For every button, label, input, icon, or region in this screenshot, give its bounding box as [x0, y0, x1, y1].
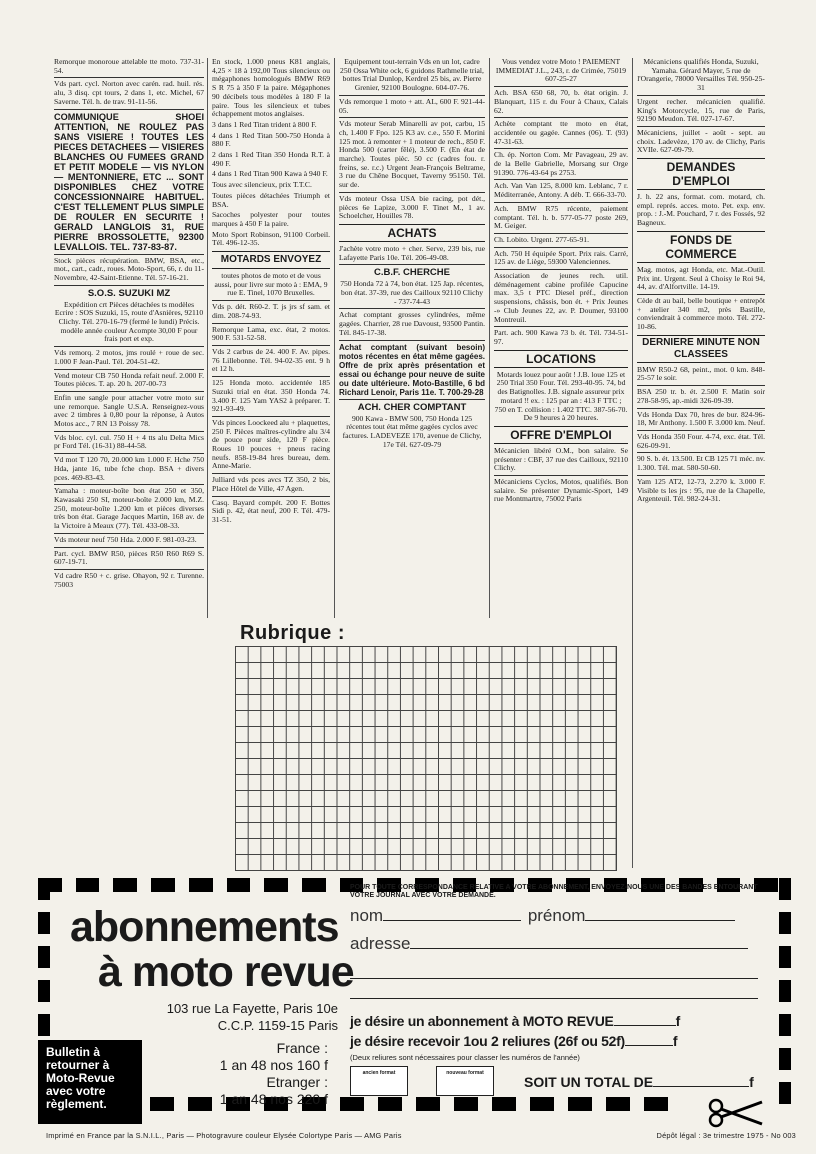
ad: Remorque Lama, exc. état, 2 motos. 900 F. 531-52-58.: [212, 324, 330, 343]
adresse-line-2[interactable]: [350, 962, 758, 979]
ad: Part. cycl. BMW R50, pièces R50 R60 R69 S. 607-19-71.: [54, 548, 204, 567]
ad: Vds Honda Dax 70, hres de bur. 824-96-18, Mr Anthony. 1.500 F. 3.000 km. Neuf.: [637, 409, 765, 428]
ad: Mécanicien libéré O.M., bon salaire. Se présenter : CBF, 37 rue des Cailloux, 92110 Clichy.: [494, 445, 628, 473]
total-field[interactable]: SOIT UN TOTAL DE f: [524, 1074, 754, 1090]
ad: Motards louez pour août ! J.B. loue 125 et 250 Trial 350 Four. Tél. 293-40-95. 74, bd des Batignolles. J.B. signale assureur prix motard !! ex. : 125 par an : 413 F TTC ; 750 en T. collision : 1.402 TTC. 387-56-70. De 9 heures à 20 heures.: [494, 369, 628, 423]
ad: Mécaniciens, juillet - août - sept. au choix. Ladevèze, 170 av. de Clichy, Paris XVIIe. 627-09-79.: [637, 127, 765, 155]
ad: 4 dans 1 Red Titan 500-750 Honda à 880 F.: [212, 130, 330, 149]
ad: 4 dans 1 Red Titan 900 Kawa à 940 F.: [212, 169, 328, 179]
subscription-prices: France : 1 an 48 nos 160 f Etranger : 1 an 48 nos 220 f: [219, 1040, 328, 1107]
ad: Ch. Lobito. Urgent. 277-65-91.: [494, 234, 589, 244]
ad: Ach. BSA 650 68, 70, b. état origin. J. Blanquart, 115 r. du Four à Chaux, Calais 62.: [494, 88, 628, 115]
ad: Moto Sport Robinson, 91100 Corbeil. Tél. 496-12-35.: [212, 229, 330, 248]
subscription-request[interactable]: je désire un abonnement à MOTO REVUE f: [350, 1013, 680, 1029]
ad: Enfin une sangle pour attacher votre moto sur une remorque. Sangle U.S.A. Renseignez-vous avec 2 timbres à 0,80 pour la réponse, à Autos Motos acc., 7 RN 13 Poissy 78.: [54, 392, 204, 429]
ad: Toutes pièces détachées Triumph et BSA.: [212, 190, 330, 209]
ad: Yam 125 AT2, 12-73, 2.270 k. 3.000 F. Visible ts les jrs : 95, rue de la Chapelle, Argenteuil. Tél. 982-24-31.: [637, 476, 765, 504]
ad: Achat comptant (suivant besoin) motos récentes en état même gagées. Offre de prix après présentation et essai ou échange pour neuve de suite ou date ultérieure. Moto-Bastille, 6 bd Richard Lenoir, Paris 11e. T. 700-29-28: [339, 342, 485, 397]
correspondence-notice: POUR TOUTE CORRESPONDANCE RELATIVE A VOTRE ABONNEMENT, ENVOYEZ-NOUS UNE DES BANDES ENTOURANT VOTRE JOURNAL AVEC VOTRE DEMANDE.: [350, 884, 758, 899]
ad: Sacoches polyester pour toutes marques à 450 F la paire.: [212, 210, 330, 228]
ad: Achat comptant grosses cylindrées, même gagées. Charrier, 28 rue Davoust, 93500 Pantin. Tél. 845-17-38.: [339, 310, 485, 337]
ad: 2 dans 1 Red Titan 350 Honda R.T. à 490 F.: [212, 150, 330, 168]
ad: Ach. 750 H équipée Sport. Prix rais. Carré, 125 av. de Liège, 59300 Valenciennes.: [494, 248, 628, 267]
classifieds-column-1: [54, 58, 204, 878]
ad: En stock, 1.000 pneus K81 anglais, 4,25 × 18 à 192,00 Tous silencieux ou mégaphones homologués BMW R69 S R 75 à 350 F la paire. Mégaphones 90 décibels tous modèles à 180 F la paire. Tous les silencieux et tubes échappement motos anglaises.: [212, 58, 330, 119]
ad: Vd mot T 120 70, 20.000 km 1.000 F. Hche 750 Hda, jante 16, tube fche chop. BSA + divers pces. 469-83-43.: [54, 455, 204, 482]
ad: Vds part. cycl. Norton avec carén. rad. huil. rés. alu, 3 disq. cpt tours, 2 dans 1, etc. Michel, 67 Saverne. Tél. h. de trav. 91-11-56.: [54, 79, 204, 106]
shoei-ad: COMMUNIQUE SHOEI ATTENTION, NE ROULEZ PAS SANS VISIERE ! TOUTES LES PIECES DETACHEES — VISIERES BLANCHES OU FUMEES GRAND ET PETIT MODELE — VIS NYLON — MENTONNIERE, ETC ... SONT DISPONIBLES CHEZ VOTRE CONCESSIONNAIRE HABITUEL. C'EST TELLEMENT PLUS SIMPLE DE ROULER EN SECURITE ! GERALD LANGLOIS 31, RUE PIERRE BROSSOLETTE, 92300 LEVALLOIS. TEL. 737-83-87.: [54, 111, 204, 252]
section-heading: MOTARDS ENVOYEZ: [212, 251, 330, 269]
classifieds-column-3: [339, 58, 485, 624]
ad-heading: C.B.F. CHERCHE: [373, 267, 450, 279]
moto-revue-logo: à moto revue: [98, 948, 354, 996]
binder-note: (Deux reliures sont nécessaires pour classer les numéros de l'année): [350, 1053, 580, 1062]
ad: Tous avec silencieux, prix T.T.C.: [212, 180, 312, 190]
ad: Equipement tout-terrain Vds en un lot, cadre 250 Ossa White ock, 6 guidons Rathmelle trial, bottes Trial Dunlop, Kerdrel 25 bis, av. Pierre Grenier, 92100 Boulogne. 604-07-76.: [340, 58, 484, 93]
subscription-address: 103 rue La Fayette, Paris 10e C.C.P. 1159-15 Paris: [166, 1001, 338, 1033]
ad: Vend moteur CB 750 Honda refait neuf. 2.000 F. Toutes pièces. T. ap. 20 h. 207-00-73: [54, 370, 204, 389]
cut-border-right: [779, 878, 791, 1116]
column-rule: [489, 58, 490, 618]
ad: BMW R50-2 68, peint., mot. 0 km. 848-25-57 le soir.: [637, 364, 765, 383]
ad: Expédition crt Pièces détachées ts modèles Ecrire : SOS Suzuki, 15, route d'Asnières, 92110 Clichy. Tél. 270-16-79 (fermé le lundi) Précis. modèle année couleur Acompte 30,00 F pour frais port et exp.: [54, 299, 204, 344]
column-rule: [207, 58, 208, 618]
ad: toutes photos de moto et de vous aussi, pour livre sur moto à : EMA, 9 rue E. Tinel, 1070 Bruxelles.: [214, 271, 328, 298]
ad: 90 S. b. ét. 13.500. Et CB 125 71 méc. nv. 1.300. Tél. mat. 580-50-60.: [637, 454, 765, 473]
ad: Ach. BMW R75 récente, paiement comptant. Tél. h. b. 577-05-77 poste 269, M. Geiger.: [494, 203, 628, 231]
rubrique-title: Rubrique :: [240, 622, 345, 644]
adresse-field[interactable]: adresse: [350, 934, 748, 954]
nouveau-format-checkbox[interactable]: nouveau format: [436, 1066, 494, 1096]
ad: Vds 2 carbus de 24. 400 F. Av. pipes. 76 Lillebonne. Tél. 94-02-35 ent. 9 h et 12 h.: [212, 346, 330, 374]
ad: 900 Kawa - BMW 500, 750 Honda 125 récentes tout état même gagées cyclos avec factures. LADEVEZE 170, avenue de Clichy, 17e Tél. 627-09-79: [342, 413, 482, 449]
ad-heading: S.O.S. SUZUKI MZ: [87, 287, 171, 299]
nom-field[interactable]: nom prénom: [350, 906, 735, 926]
ad: Cède dt au bail, belle boutique + entrepôt + atelier 340 m2, près Bastille, conviendrait à commerce moto. Tél. 272-10-86.: [637, 295, 765, 332]
bulletin-box: Bulletin à retourner à Moto-Revue avec votre règlement.: [38, 1040, 142, 1124]
classifieds-column-2: [212, 58, 330, 624]
binder-request[interactable]: je désire recevoir 1ou 2 reliures (26f ou 52f) f: [350, 1033, 678, 1049]
print-footer: Imprimé en France par la S.N.I.L., Paris — Photogravure couleur Elysée Colortype Paris — AMG Paris Dépôt légal : 3e trimestre 1975 - No 003: [46, 1131, 796, 1140]
ad: BSA 250 tr. b. ét. 2.500 F. Matin soir 278-58-95, ap.-midi 326-09-39.: [637, 387, 765, 405]
ad: Mécaniciens qualifiés Honda, Suzuki, Yamaha. Gérard Mayer, 5 rue de l'Orangerie, 78000 Versailles Tél. 950-25-31: [637, 58, 765, 93]
ad: Vds remorq. 2 motos, jms roulé + roue de sec. 1.000 F Jean-Paul. Tél. 204-51-42.: [54, 348, 204, 366]
section-heading: FONDS DE COMMERCE: [637, 231, 765, 263]
section-heading: DEMANDES D'EMPLOI: [637, 158, 765, 190]
ad: Urgent recher. mécanicien qualifié. King's Motorcycle, 15, rue de Paris, 92190 Meudon. Tél. 027-17-67.: [637, 96, 765, 124]
section-heading: DERNIERE MINUTE NON CLASSEES: [637, 335, 765, 363]
rubrique-entry-grid[interactable]: [235, 646, 617, 871]
ad: Vds moteur Ossa USA bie racing, pot dét., pièces 6e Lapize, 3.000 F. Tinet M., 1 av. Schoelcher, Houilles 78.: [339, 193, 485, 221]
ad: Vds remorque 1 moto + att. AL, 600 F. 921-44-05.: [339, 96, 485, 115]
ad: Vds p. dét. R60-2. T. js jrs sf sam. et dim. 208-74-93.: [212, 302, 330, 320]
ad: 3 dans 1 Red Titan trident à 800 F.: [212, 119, 317, 129]
ad: Casq. Bayard compét. 200 F. Bottes Sidi p. 42, état neuf, 200 F. Tél. 479-31-51.: [212, 497, 330, 524]
ancien-format-checkbox[interactable]: ancien format: [350, 1066, 408, 1096]
section-heading: ACHATS: [339, 224, 485, 242]
ad: Vds moteur Serab Minarelli av pot, carbu, 15 ch, 1.400 F Fpo. 125 K3 av. c.e., 550 F. Morini 125 mot. à remonter + 1 moteur de rech., 850 F. Honda 500 (carter fêlé), 3.500 F. (En état de marche). Toutes pièc. 50 cc (cadres fou. r. freins, se. r.c.) Urgent Jean-François Beltrame, 3 rue du Chêne Bocquet, Taverny 95150. Tél. sur de.: [339, 119, 485, 190]
ad: Yamaha : moteur-boîte bon état 250 et 350, Kawasaki 250 SI, moteur-boîte 2.000 km, M.Z. 250, moteur-boîte 1.200 km et pièces diverses très bon état. Garage Jacques Martin, 168 av. de la Victoire à Meaux (77). Tél. 433-08-33.: [54, 486, 204, 531]
classifieds-column-4: [494, 58, 628, 624]
ad: 125 Honda moto. accidentée 185 Suzuki trial en état. 350 Honda 74. 3.400 F. 125 Yam YAS2 à préparer. T. 921-93-49.: [212, 378, 330, 414]
column-rule: [334, 58, 335, 618]
ad-heading: ACH. CHER COMPTANT: [357, 401, 467, 413]
scissors-icon: [706, 1098, 766, 1128]
ad: Julliard vds pces avcs TZ 350, 2 bis, Place Hôtel de Ville, 47 Agen.: [212, 475, 330, 493]
section-heading: LOCATIONS: [494, 350, 628, 368]
ad: Vds Honda 350 Four. 4-74, exc. état. Tél. 626-09-91.: [637, 431, 765, 450]
ad: Achète comptant tte moto en état, accidentée ou gagée. Cannes (06). T. (93) 47-31-63.: [494, 119, 628, 146]
ad: Stock pièces récupération. BMW, BSA, etc., mot., cart., cadr., roues. Moto-Sport, 66, r. du 11-Novembre, 42-Saint-Etienne. Tél. 57-16-21.: [54, 255, 204, 282]
ad: Ach. Van Van 125, 8.000 km. Leblanc, 7 r. Méditerranée, Antony. A déb. T. 666-33-70.: [494, 181, 628, 200]
ad: Ch. ép. Norton Com. Mr Pavageau, 29 av. de la Belle Gabrielle, Morsang sur Orge 91390. 776-43-64 ps 2753.: [494, 150, 628, 177]
ad: Remorque monoroue attelable tte moto. 737-31-54.: [54, 58, 204, 75]
ad: Vd cadre R50 + c. grise. Ohayon, 92 r. Turenne. 75003: [54, 570, 204, 589]
classifieds-column-5: [637, 58, 765, 873]
section-heading: OFFRE D'EMPLOI: [494, 426, 628, 444]
ad: J'achète votre moto + cher. Serve, 239 bis, rue Lafayette Paris 10e. Tél. 206-49-08.: [339, 243, 485, 262]
ad: Vous vendez votre Moto ! PAIEMENT IMMEDIAT J.L., 243, r. de Crimée, 75019 607-25-27: [495, 58, 627, 84]
ad: Vds bloc. cyl. cul. 750 H + 4 tts alu Delta Mics pr Ford Tél. (16-31) 88-44-58.: [54, 432, 204, 451]
ad: J. h. 22 ans, format. com. motard, ch. empl. représ. acces. moto. Pet. exp. env. prop. : J.-M. Pouchard, 7 r. des Fossés, 92 Bagneux.: [637, 192, 765, 228]
ad: Association de jeunes rech. util. déménagement cabine profilée Capucine max. 3,5 t PTC Diesel préf., direction suspensions, châssis, bon ét. + Prix Jeunes -» Club Jeunes 22, av. P. Doumer, 93100 Montreuil.: [494, 271, 628, 324]
ad: Part. ach. 900 Kawa 73 b. ét. Tél. 734-51-97.: [494, 328, 628, 346]
column-rule: [632, 58, 633, 868]
abonnements-logo: abonnements: [70, 903, 339, 951]
adresse-line-3[interactable]: [350, 990, 758, 999]
ad: Mécaniciens Cyclos, Motos, qualifiés. Bon salaire. Se présenter Dynamic-Sport, 149 rue Montmartre, 75002 Paris: [494, 477, 628, 504]
ad: 750 Honda 72 à 74, bon état. 125 Jap. récentes, bon état. 37-39, rue des Cailloux 92110 Clichy - 737-74-43: [340, 279, 484, 306]
ad: Mag. motos, agt Honda, etc. Mat.-Outil. Prix int. Urgent. Seul à Choisy le Roi 94, 44, av. d'Alfortville. 14-19.: [637, 264, 765, 292]
ad: Vds moteur neuf 750 Hda. 2.000 F. 981-03-23.: [54, 534, 197, 544]
ad: Vds pinces Loockeed alu + plaquettes, 250 F. Pièces maîtres-cylindre alu 3/4 de pouce pour side, 120 F pièce. Roues 10 pouces + pneus racing neufs. 858-19-84 hres bureau, dem. Anne-Marie.: [212, 417, 330, 471]
